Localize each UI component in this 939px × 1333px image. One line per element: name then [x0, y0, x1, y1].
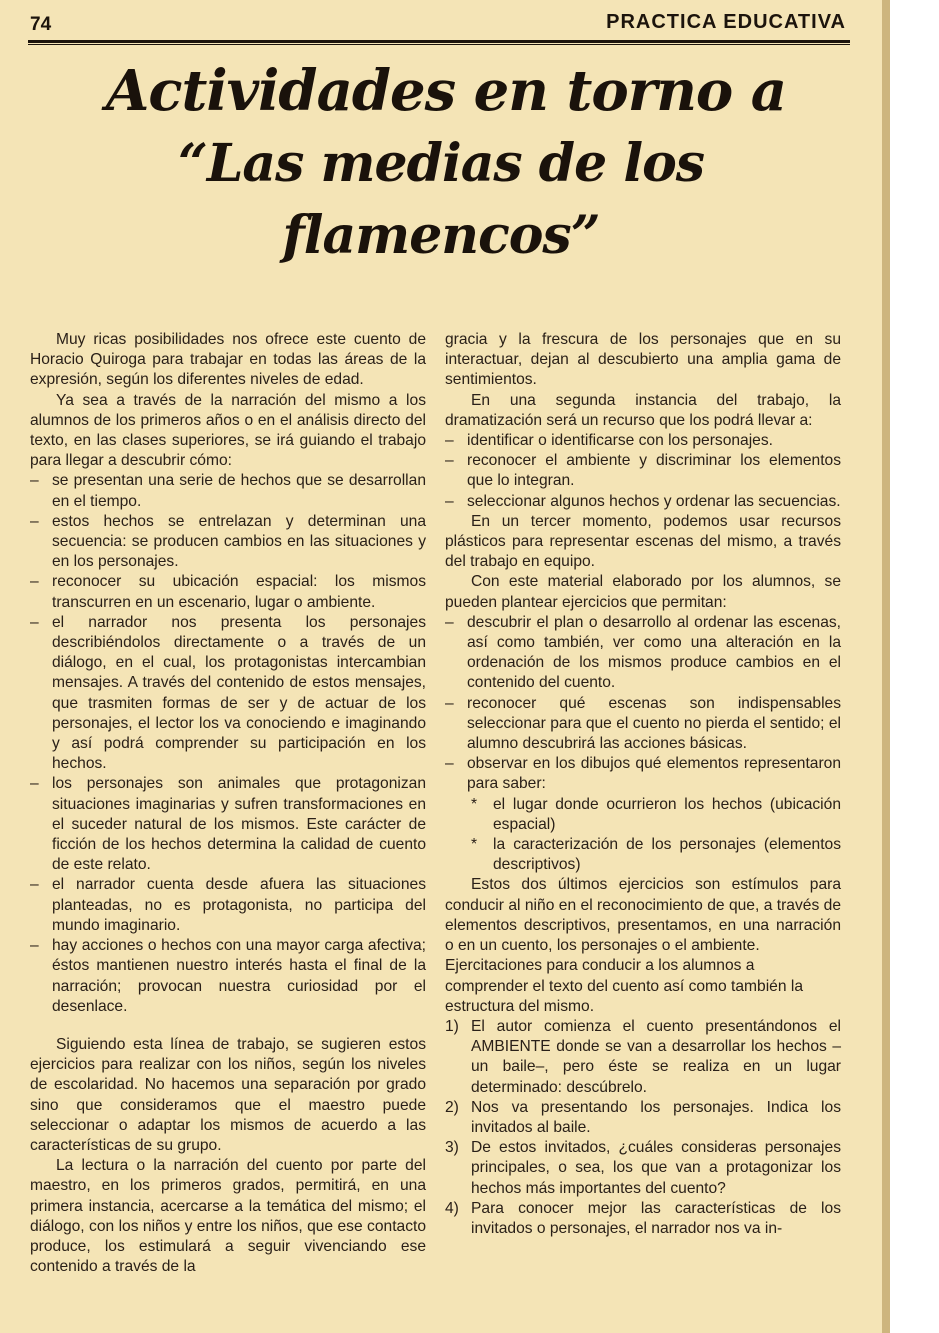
paragraph: Estos dos últimos ejercicios son estímulos para conducir al niño en el reconocimiento de que, a través de elementos descriptivos, presentamos, en una narración o en un cuento, los personajes o el ambiente.: [445, 876, 841, 955]
page-header: [28, 8, 850, 43]
dash-list: [445, 431, 841, 512]
page-number: 74: [30, 14, 52, 35]
numbered-list: [445, 1017, 841, 1239]
right-column: [445, 330, 841, 1239]
numbered-item: [445, 1017, 841, 1098]
sub-list-item: * el lugar donde ocurrieron los hechos (ubicación espacial): [445, 795, 841, 835]
paragraph: Siguiendo esta línea de trabajo, se sugieren estos ejercicios para realizar con los niños, según los niveles de escolaridad. No hacemos una separación por grado sino que consideramos que el maestro puede seleccionar o adaptar los mismos de acuerdo a las características de su grupo.: [30, 1035, 426, 1154]
list-item: – estos hechos se entrelazan y determinan una secuencia: se producen cambios en las situaciones y en los personajes.: [30, 512, 426, 573]
item-text: El autor comienza el cuento presentándonos el AMBIENTE donde se van a desarrollar los hechos –un baile–, pero éste se realiza en un lugar determinado: descúbrelo.: [471, 1017, 841, 1096]
list-item: – hay acciones o hechos con una mayor carga afectiva; éstos mantienen nuestro interés hasta el final de la narración; provocan nuestra curiosidad por el desenlace.: [30, 936, 426, 1017]
item-number: 3): [445, 1139, 459, 1157]
dash-list: [30, 471, 426, 1016]
numbered-item: [445, 1098, 841, 1138]
paragraph: gracia y la frescura de los personajes que en su interactuar, dejan al descubierto una amplia gama de sentimientos.: [445, 331, 841, 389]
list-item: – reconocer su ubicación espacial: los mismos transcurren en un escenario, lugar o ambiente.: [30, 572, 426, 612]
item-number: 2): [445, 1098, 459, 1116]
list-item: – descubrir el plan o desarrollo al ordenar las escenas, así como también, ver como una alteración en la ordenación de los mismos produce cambios en el contenido del cuento.: [445, 613, 841, 694]
item-text: Para conocer mejor las características de los invitados o personajes, el narrador nos va in-: [471, 1199, 841, 1237]
paragraph: En un tercer momento, podemos usar recursos plásticos para representar escenas del mismo, a través del trabajo en equipo.: [445, 512, 841, 571]
asterisk-list: [445, 795, 841, 876]
item-text: Nos va presentando los personajes. Indica los invitados al baile.: [471, 1098, 841, 1136]
paragraph: Muy ricas posibilidades nos ofrece este cuento de Horacio Quiroga para trabajar en todas las áreas de la expresión, según los diferentes niveles de edad.: [30, 331, 426, 389]
dash-list: [445, 613, 841, 795]
title-line-2: “Las medias de los flamencos”: [177, 133, 705, 266]
sub-list-item: * la caracterización de los personajes (elementos descriptivos): [445, 835, 841, 875]
page-edge: [882, 0, 890, 1333]
list-item: – se presentan una serie de hechos que se desarrollan en el tiempo.: [30, 471, 426, 511]
article-title: [20, 58, 862, 272]
list-item: – identificar o identificarse con los personajes.: [445, 431, 841, 451]
title-line-1: Actividades en torno a: [105, 58, 787, 124]
list-item: – reconocer qué escenas son indispensables seleccionar para que el cuento no pierda el sentido; el alumno descubrirá las acciones básicas.: [445, 694, 841, 755]
paragraph: Ya sea a través de la narración del mismo a los alumnos de los primeros años o en el análisis directo del texto, en las clases superiores, se irá guiando el trabajo para llegar a descubrir cómo:: [30, 391, 426, 470]
item-text: De estos invitados, ¿cuáles consideras personajes principales, o sea, los que van a protagonizar los hechos más importantes del cuento?: [471, 1139, 841, 1197]
paragraph: En una segunda instancia del trabajo, la dramatización será un recurso que los podrá llevar a:: [445, 391, 841, 429]
list-item: – observar en los dibujos qué elementos representaron para saber:: [445, 754, 841, 794]
header-rule: [28, 44, 850, 45]
list-item: – los personajes son animales que protagonizan situaciones imaginarias y sufren transformaciones en el suceder natural de los mismos. Este carácter de ficción de los hechos determina la calidad de cuento de este relato.: [30, 774, 426, 875]
left-column: [30, 330, 426, 1277]
item-number: 4): [445, 1199, 459, 1217]
item-number: 1): [445, 1017, 459, 1035]
numbered-item: [445, 1199, 841, 1239]
list-item: – el narrador nos presenta los personajes describiéndolos directamente o a través de un diálogo, en el cual, los protagonistas intercambian mensajes. A través del contenido de estos mensajes, que trasmiten formas de ser y de actuar de los personajes, el lector los va conociendo e imaginando y así podrá comprender su participación en los hechos.: [30, 613, 426, 775]
exercise-heading: Ejercitaciones para conducir a los alumnos a comprender el texto del cuento así como también la estructura del mismo.: [445, 957, 803, 1015]
section-title: PRACTICA EDUCATIVA: [606, 11, 846, 33]
numbered-item: [445, 1138, 841, 1199]
list-item: – reconocer el ambiente y discriminar los elementos que lo integran.: [445, 451, 841, 491]
paragraph: Con este material elaborado por los alumnos, se pueden plantear ejercicios que permitan:: [445, 573, 841, 611]
paragraph: La lectura o la narración del cuento por parte del maestro, en los primeros grados, permitirá, en una primera instancia, acercarse a la temática del mismo; el diálogo, con los niños y entre los niños, que ese contacto produce, los estimulará a seguir vivenciando ese contenido a través de la: [30, 1157, 426, 1276]
list-item: – seleccionar algunos hechos y ordenar las secuencias.: [445, 492, 841, 512]
list-item: – el narrador cuenta desde afuera las situaciones planteadas, no es protagonista, no participa del mundo imaginario.: [30, 875, 426, 936]
